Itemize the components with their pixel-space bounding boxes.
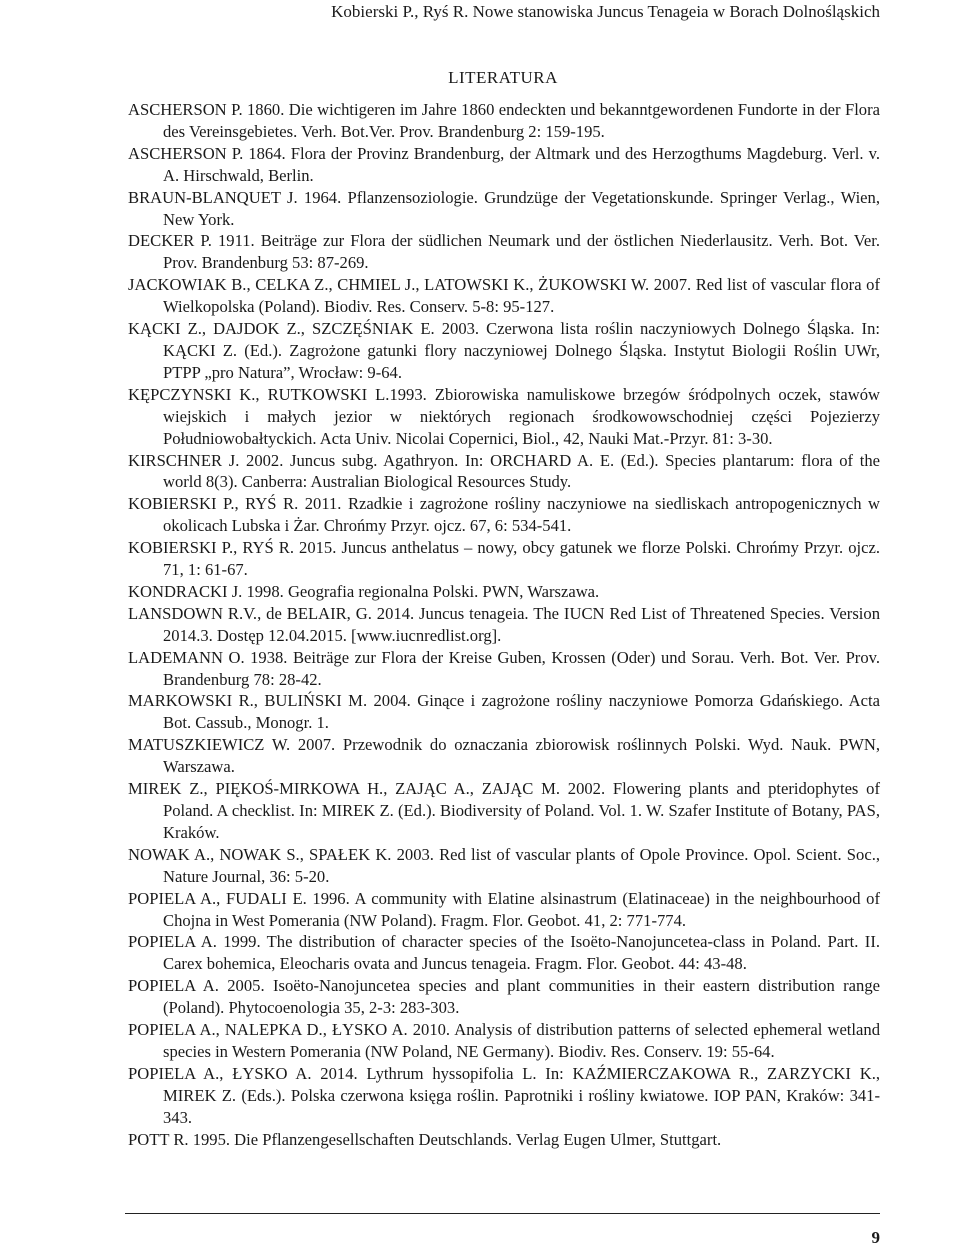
- reference-entry: KOBIERSKI P., RYŚ R. 2011. Rzadkie i zagrożone rośliny naczyniowe na siedliskach antropogenicznych w okolicach Lubska i Żar. Chrońmy Przyr. ojcz. 67, 6: 534-541.: [128, 494, 880, 536]
- reference-entry: ASCHERSON P. 1864. Flora der Provinz Brandenburg, der Altmark und des Herzogthums Magdeburg. Verl. v. A. Hirschwald, Berlin.: [128, 143, 880, 185]
- page-number: 9: [871, 1228, 880, 1247]
- reference-entry: MATUSZKIEWICZ W. 2007. Przewodnik do oznaczania zbiorowisk roślinnych Polski. Wyd. Nauk. PWN, Warszawa.: [128, 735, 880, 777]
- running-header: Kobierski P., Ryś R. Nowe stanowiska Juncus Tenageia w Borach Dolnośląskich: [331, 2, 880, 21]
- reference-entry: POPIELA A., FUDALI E. 1996. A community with Elatine alsinastrum (Elatinaceae) in the neighbourhood of Chojna in West Pomerania (NW Poland). Fragm. Flor. Geobot. 41, 2: 771-774.: [128, 888, 880, 930]
- section-title: LITERATURA: [448, 68, 558, 87]
- reference-entry: MIREK Z., PIĘKOŚ-MIRKOWA H., ZAJĄC A., ZAJĄC M. 2002. Flowering plants and pteridophytes of Poland. A checklist. In: MIREK Z. (Ed.). Biodiversity of Poland. Vol. 1. W. Szafer Institute of Botany, PAS, Kraków.: [128, 779, 880, 842]
- reference-entry: POPIELA A., NALEPKA D., ŁYSKO A. 2010. Analysis of distribution patterns of selected ephemeral wetland species in Western Pomerania (NW Poland, NE Germany). Biodiv. Res. Conserv. 19: 55-64.: [128, 1020, 880, 1061]
- reference-entry: POPIELA A., ŁYSKO A. 2014. Lythrum hyssopifolia L. In: KAŹMIERCZAKOWA R., ZARZYCKI K., MIREK Z. (Eds.). Polska czerwona księga roślin. Paprotniki i rośliny kwiatowe. IOP PAN, Kraków: 341-343.: [128, 1063, 880, 1127]
- reference-entry: LANSDOWN R.V., de BELAIR, G. 2014. Juncus tenageia. The IUCN Red List of Threatened Species. Version 2014.3. Dostęp 12.04.2015. [www.iucnredlist.org].: [128, 603, 880, 645]
- reference-entry: NOWAK A., NOWAK S., SPAŁEK K. 2003. Red list of vascular plants of Opole Province. Opol. Scient. Soc., Nature Journal, 36: 5-20.: [128, 844, 880, 886]
- reference-entry: KONDRACKI J. 1998. Geografia regionalna Polski. PWN, Warszawa.: [128, 581, 600, 601]
- reference-entry: JACKOWIAK B., CELKA Z., CHMIEL J., LATOWSKI K., ŻUKOWSKI W. 2007. Red list of vascular flora of Wielkopolska (Poland). Biodiv. Res. Conserv. 5-8: 95-127.: [128, 275, 880, 317]
- footer-divider: [125, 1213, 880, 1214]
- reference-entry: KIRSCHNER J. 2002. Juncus subg. Agathryon. In: ORCHARD A. E. (Ed.). Species plantarum: flora of the world 8(3). Canberra: Australian Biological Resources Study.: [128, 450, 880, 492]
- reference-list: [128, 99, 880, 1151]
- reference-entry: MARKOWSKI R., BULIŃSKI M. 2004. Ginące i zagrożone rośliny naczyniowe Pomorza Gdańskiego. Acta Bot. Cassub., Monogr. 1.: [128, 691, 880, 733]
- reference-entry: POPIELA A. 1999. The distribution of character species of the Isoëto-Nanojuncetea-class in Poland. Part. II. Carex bohemica, Eleocharis ovata and Juncus tenageia. Fragm. Flor. Geobot. 44: 43-48.: [128, 932, 880, 974]
- reference-entry: DECKER P. 1911. Beiträge zur Flora der südlichen Neumark und der östlichen Niederlausitz. Verh. Bot. Ver. Prov. Brandenburg 53: 87-269.: [128, 231, 880, 273]
- reference-entry: LADEMANN O. 1938. Beiträge zur Flora der Kreise Guben, Krossen (Oder) und Sorau. Verh. Bot. Ver. Prov. Brandenburg 78: 28-42.: [128, 647, 880, 689]
- reference-entry: BRAUN-BLANQUET J. 1964. Pflanzensoziologie. Grundzüge der Vegetationskunde. Springer Verlag., Wien, New York.: [128, 187, 880, 229]
- reference-entry: KOBIERSKI P., RYŚ R. 2015. Juncus anthelatus – nowy, obcy gatunek we florze Polski. Chrońmy Przyr. ojcz. 71, 1: 61-67.: [128, 538, 880, 580]
- reference-entry: POPIELA A. 2005. Isoëto-Nanojuncetea species and plant communities in their eastern distribution range (Poland). Phytocoenologia 35, 2-3: 283-303.: [128, 976, 880, 1018]
- reference-entry: KĄCKI Z., DAJDOK Z., SZCZĘŚNIAK E. 2003. Czerwona lista roślin naczyniowych Dolnego Śląska. In: KĄCKI Z. (Ed.). Zagrożone gatunki flory naczyniowej Dolnego Śląska. Instytut Biologii Roślin UWr, PTPP „pro Natura”, Wrocław: 9-64.: [128, 319, 880, 382]
- reference-entry: KĘPCZYNSKI K., RUTKOWSKI L.1993. Zbiorowiska namuliskowe brzegów śródpolnych oczek, stawów wiejskich i małych jezior w niektórych regionach środkowowschodniej części Pojezierzy Południowobałtyckich. Acta Univ. Nicolai Copernici, Biol., 42, Nauki Mat.-Przyr. 81: 3-30.: [128, 384, 880, 448]
- reference-entry: ASCHERSON P. 1860. Die wichtigeren im Jahre 1860 endeckten und bekanntgewordenen Fundorte in der Flora des Vereinsgebietes. Verh. Bot.Ver. Prov. Brandenburg 2: 159-195.: [128, 100, 880, 141]
- reference-entry: POTT R. 1995. Die Pflanzengesellschaften Deutschlands. Verlag Eugen Ulmer, Stuttgart.: [128, 1129, 722, 1149]
